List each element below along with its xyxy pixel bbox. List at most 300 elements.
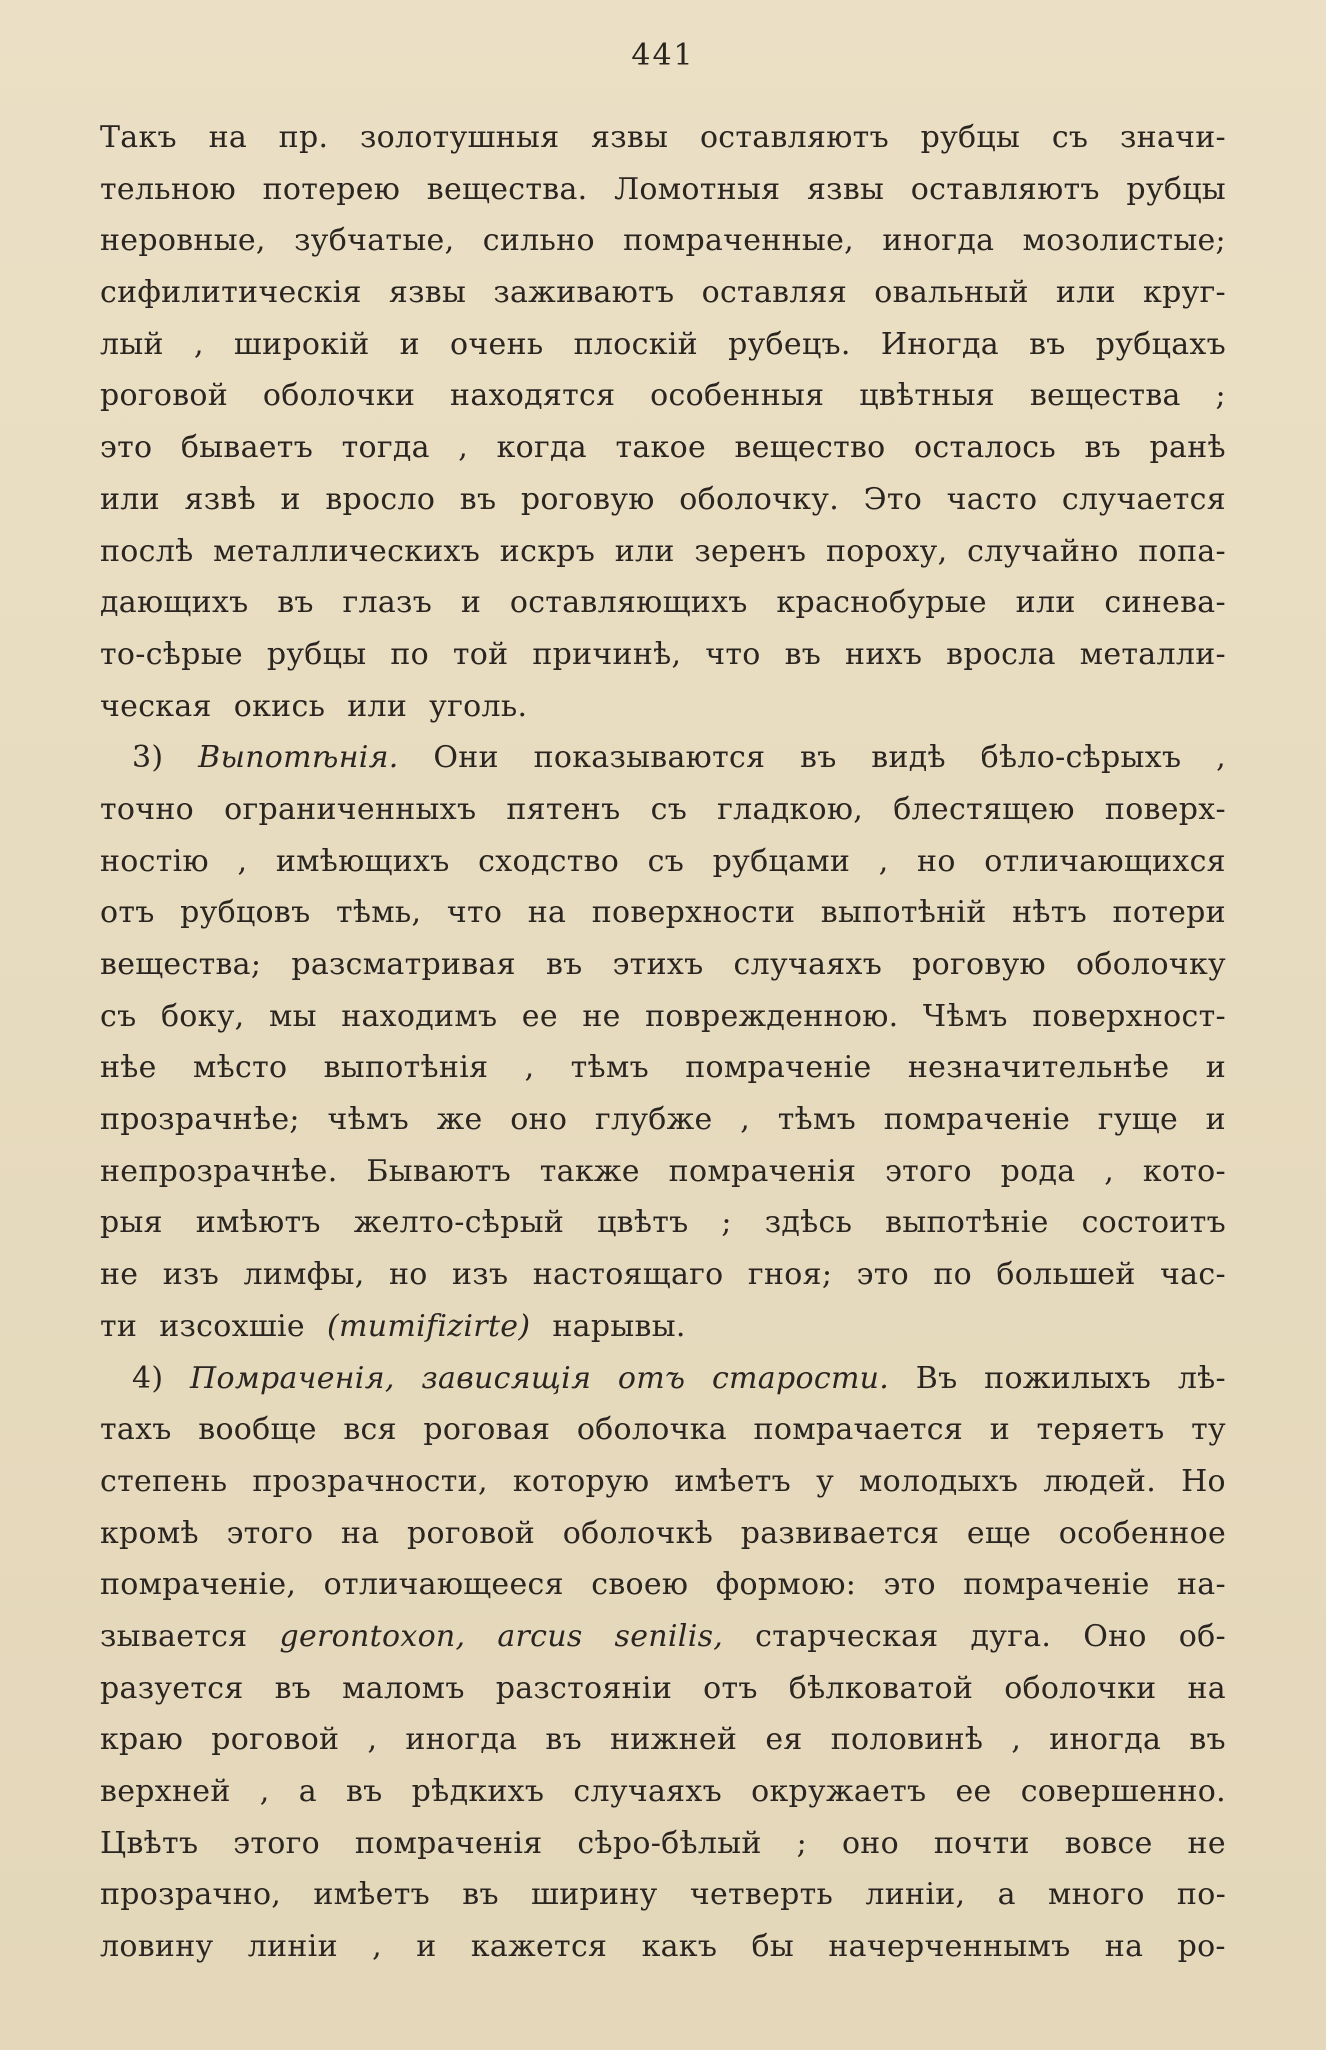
word: по bbox=[933, 1257, 973, 1293]
text-line bbox=[100, 267, 1226, 319]
word: изсохшіе bbox=[159, 1308, 305, 1344]
word: рубцы bbox=[920, 120, 1021, 155]
word: окружаетъ bbox=[751, 1774, 927, 1809]
word: язвы bbox=[388, 275, 467, 311]
word: этихъ bbox=[612, 947, 704, 982]
word: прозрачно, bbox=[100, 1877, 282, 1913]
word: же bbox=[436, 1102, 483, 1138]
word: здѣсь bbox=[764, 1205, 853, 1241]
word: роговой bbox=[407, 1515, 536, 1551]
word: вся bbox=[343, 1412, 397, 1448]
word: еще bbox=[966, 1515, 1032, 1551]
word: оболочки bbox=[1004, 1670, 1157, 1706]
word: золотушныя bbox=[359, 120, 560, 155]
word: на bbox=[1187, 1670, 1226, 1706]
word: рода bbox=[1000, 1153, 1076, 1189]
word: а bbox=[997, 1877, 1016, 1913]
word: краю bbox=[100, 1722, 184, 1758]
word: пятенъ bbox=[506, 791, 621, 827]
word: попа- bbox=[1138, 533, 1226, 569]
word: оболочку bbox=[1076, 947, 1226, 982]
text-line bbox=[100, 526, 1226, 578]
word: зеренъ bbox=[694, 533, 807, 569]
word: оболочкѣ bbox=[562, 1515, 714, 1551]
text-line bbox=[100, 1559, 1226, 1611]
word: и bbox=[989, 1412, 1010, 1448]
word: помрачается bbox=[753, 1412, 964, 1448]
word: мы bbox=[268, 998, 317, 1034]
word: въ bbox=[1084, 430, 1122, 466]
word: , bbox=[1216, 740, 1226, 776]
text-line bbox=[100, 1094, 1226, 1146]
italic-word: senilis, bbox=[614, 1618, 724, 1654]
word: то-сѣрые bbox=[100, 636, 243, 672]
word: заживаютъ bbox=[493, 275, 675, 311]
word: много bbox=[1048, 1877, 1145, 1913]
word: ловину bbox=[100, 1929, 214, 1965]
word: въ bbox=[345, 1774, 383, 1809]
word: поверх- bbox=[1104, 791, 1226, 827]
word: находимъ bbox=[341, 998, 498, 1034]
word: язвѣ bbox=[184, 481, 256, 517]
italic-word: зависящія bbox=[421, 1360, 592, 1396]
word: вросло bbox=[325, 481, 436, 517]
word: иногда bbox=[1049, 1722, 1162, 1758]
word: не bbox=[100, 1257, 139, 1293]
word: пороху, bbox=[825, 533, 948, 569]
text-line bbox=[100, 1663, 1226, 1715]
word: вообще bbox=[198, 1412, 317, 1448]
text-line bbox=[100, 1146, 1226, 1198]
word: оставляютъ bbox=[910, 171, 1100, 207]
word: это bbox=[883, 1567, 936, 1603]
word: линіи bbox=[247, 1929, 338, 1965]
word: потерею bbox=[262, 171, 401, 207]
text-line bbox=[100, 1921, 1226, 1973]
word: оболочки bbox=[262, 378, 416, 414]
word: поврежденною. bbox=[645, 998, 899, 1034]
word: оставляютъ bbox=[699, 120, 889, 155]
italic-word: отъ bbox=[617, 1360, 686, 1396]
word: язвы bbox=[806, 171, 885, 207]
word: ту bbox=[1191, 1412, 1226, 1448]
word: маломъ bbox=[342, 1670, 465, 1706]
word: отличающихся bbox=[984, 843, 1226, 879]
italic-word: (mumifizirte) bbox=[326, 1308, 531, 1344]
italic-word: Помраченія, bbox=[190, 1360, 395, 1396]
word: ческая bbox=[100, 688, 212, 724]
word: блестящею bbox=[893, 791, 1075, 827]
word: бѣло-сѣрыхъ bbox=[980, 740, 1182, 776]
word: помраченіе, bbox=[100, 1567, 297, 1603]
word: теряетъ bbox=[1036, 1412, 1165, 1448]
word: въ bbox=[1029, 326, 1066, 362]
word: , bbox=[372, 1929, 382, 1965]
word: Чѣмъ bbox=[922, 998, 1008, 1034]
word: имѣютъ bbox=[195, 1205, 321, 1241]
word: съ bbox=[647, 843, 685, 879]
word: настоящаго bbox=[532, 1257, 724, 1293]
text-line bbox=[100, 1869, 1226, 1921]
word: вещества bbox=[1029, 378, 1181, 414]
word: круг- bbox=[1143, 275, 1226, 311]
text-line bbox=[100, 681, 1226, 733]
word: какъ bbox=[641, 1929, 718, 1965]
word: помраченіе bbox=[685, 1050, 872, 1086]
word: видѣ bbox=[871, 740, 946, 776]
word: язвы bbox=[591, 120, 669, 155]
word: съ bbox=[1051, 120, 1089, 155]
word: въ bbox=[784, 636, 822, 672]
word: очень bbox=[450, 326, 544, 362]
word: въ bbox=[545, 1722, 582, 1758]
word: бѣлковатой bbox=[788, 1670, 974, 1706]
word: не bbox=[582, 998, 621, 1034]
word: роговая bbox=[423, 1412, 551, 1448]
word: ; bbox=[796, 1825, 808, 1861]
word: разстояніи bbox=[495, 1670, 673, 1706]
word: металли- bbox=[1079, 636, 1226, 672]
word: по bbox=[390, 636, 429, 672]
word: осталось bbox=[914, 430, 1056, 466]
word: кото- bbox=[1142, 1153, 1226, 1189]
text-line bbox=[100, 1611, 1226, 1663]
word: случаяхъ bbox=[573, 1774, 722, 1809]
text-line bbox=[100, 939, 1226, 991]
word: нижней bbox=[610, 1722, 738, 1758]
text-line bbox=[100, 474, 1226, 526]
word: рубцами bbox=[712, 843, 851, 879]
word: и bbox=[460, 585, 482, 621]
word: показываются bbox=[533, 740, 766, 776]
word: той bbox=[452, 636, 509, 672]
word: формою: bbox=[715, 1567, 857, 1603]
word: вещества; bbox=[100, 947, 262, 982]
word: помраченные, bbox=[623, 223, 854, 259]
word: сильно bbox=[482, 223, 595, 259]
word: нарывы. bbox=[552, 1308, 686, 1344]
word: точно bbox=[100, 791, 195, 827]
word: рубцы bbox=[1126, 171, 1226, 207]
word: нѣтъ bbox=[1012, 895, 1088, 931]
word: и bbox=[280, 481, 301, 517]
word: прозрачнѣе; bbox=[100, 1102, 300, 1138]
word: или bbox=[614, 533, 675, 569]
word: тѣмь, bbox=[335, 895, 422, 931]
word: кромѣ bbox=[100, 1515, 199, 1551]
word: , bbox=[367, 1722, 378, 1758]
word: разуется bbox=[100, 1670, 244, 1706]
word: бываетъ bbox=[180, 430, 314, 466]
word: молодыхъ bbox=[859, 1463, 1019, 1499]
word: роговую bbox=[520, 481, 655, 517]
word: на bbox=[340, 1515, 380, 1551]
word: выпотѣнія bbox=[323, 1050, 489, 1086]
word: цвѣтныя bbox=[859, 378, 996, 414]
word: ее bbox=[955, 1774, 992, 1809]
word: Иногда bbox=[880, 326, 999, 362]
word: имѣетъ bbox=[313, 1877, 431, 1913]
word: Оно bbox=[1083, 1618, 1147, 1654]
text-line bbox=[100, 1197, 1226, 1249]
text-line bbox=[100, 1301, 1226, 1353]
word: выпотѣній bbox=[820, 895, 987, 931]
word: причинѣ, bbox=[532, 636, 682, 672]
word: совершенно. bbox=[1020, 1774, 1226, 1809]
word: въ bbox=[545, 947, 583, 982]
word: вещество bbox=[734, 430, 886, 466]
word: ея bbox=[765, 1722, 803, 1758]
word: ти bbox=[100, 1308, 138, 1344]
text-line bbox=[100, 1818, 1226, 1870]
word: 3) bbox=[132, 740, 164, 776]
word: случаяхъ bbox=[733, 947, 883, 982]
word: час- bbox=[1160, 1257, 1226, 1293]
word: Они bbox=[433, 740, 499, 776]
word: Но bbox=[1181, 1463, 1226, 1499]
text-line bbox=[100, 991, 1226, 1043]
word: краснобурые bbox=[776, 585, 987, 621]
word: на bbox=[208, 120, 248, 155]
word: нихъ bbox=[845, 636, 923, 672]
word: что bbox=[446, 895, 503, 931]
word: непрозрачнѣе. bbox=[100, 1153, 338, 1189]
word: , bbox=[1011, 1722, 1022, 1758]
word: вовсе bbox=[1064, 1825, 1153, 1861]
word: помраченіе bbox=[883, 1102, 1071, 1138]
word: и bbox=[416, 1929, 437, 1965]
word: лѣ- bbox=[1177, 1360, 1226, 1396]
word: 4) bbox=[132, 1360, 164, 1396]
text-line bbox=[100, 1353, 1226, 1405]
word: и bbox=[1205, 1102, 1226, 1138]
word: оставляя bbox=[701, 275, 848, 311]
word: отъ bbox=[100, 895, 155, 931]
text-line bbox=[100, 370, 1226, 422]
word: рубцовъ bbox=[180, 895, 311, 931]
word: глазъ bbox=[342, 585, 433, 621]
word: нѣе bbox=[100, 1050, 157, 1086]
word: Цвѣтъ bbox=[100, 1825, 199, 1861]
word: этого bbox=[226, 1515, 314, 1551]
text-line bbox=[100, 1766, 1226, 1818]
word: рубцы bbox=[266, 636, 367, 672]
word: или bbox=[1015, 585, 1076, 621]
text-line bbox=[100, 577, 1226, 629]
word: не bbox=[1187, 1825, 1226, 1861]
word: начерченнымъ bbox=[828, 1929, 1071, 1965]
text-line bbox=[100, 1249, 1226, 1301]
text-line bbox=[100, 732, 1226, 784]
word: , bbox=[237, 843, 248, 879]
word: степень bbox=[100, 1463, 228, 1499]
word: особенное bbox=[1058, 1515, 1226, 1551]
word: въ bbox=[1189, 1722, 1226, 1758]
text-line bbox=[100, 629, 1226, 681]
word: ; bbox=[1215, 378, 1226, 414]
word: большей bbox=[996, 1257, 1136, 1293]
word: и bbox=[1205, 1050, 1226, 1086]
word: роговую bbox=[912, 947, 1046, 982]
text-line bbox=[100, 112, 1226, 164]
word: , bbox=[458, 430, 469, 466]
word: старческая bbox=[755, 1618, 939, 1654]
word: дуга. bbox=[970, 1618, 1052, 1654]
word: но bbox=[388, 1257, 428, 1293]
word: помраченія bbox=[668, 1153, 857, 1189]
word: этого bbox=[233, 1825, 320, 1861]
body-text bbox=[100, 112, 1226, 1973]
word: особенныя bbox=[650, 378, 825, 414]
word: глубже bbox=[594, 1102, 713, 1138]
word: по- bbox=[1176, 1877, 1226, 1913]
text-line bbox=[100, 1456, 1226, 1508]
word: пожилыхъ bbox=[984, 1360, 1152, 1396]
word: вещества. bbox=[426, 171, 588, 207]
word: которую bbox=[512, 1463, 650, 1499]
word: рыя bbox=[100, 1205, 163, 1241]
text-line bbox=[100, 1042, 1226, 1094]
word: Это bbox=[863, 481, 923, 517]
word: гладкою, bbox=[717, 791, 864, 827]
word: ностію bbox=[100, 843, 209, 879]
word: окись bbox=[233, 688, 326, 724]
word: на bbox=[527, 895, 567, 931]
word: сифилитическія bbox=[100, 275, 362, 311]
word: вросла bbox=[946, 636, 1056, 672]
word: неровные, bbox=[100, 223, 266, 259]
word: тогда bbox=[341, 430, 430, 466]
text-line bbox=[100, 164, 1226, 216]
word: въ bbox=[274, 1670, 312, 1706]
word: незначительнѣе bbox=[907, 1050, 1170, 1086]
word: зывается bbox=[100, 1618, 248, 1654]
word: ро- bbox=[1177, 1929, 1226, 1965]
word: , bbox=[1104, 1153, 1115, 1189]
text-line bbox=[100, 836, 1226, 888]
italic-word: gerontoxon, bbox=[279, 1618, 466, 1654]
word: почти bbox=[933, 1825, 1030, 1861]
word: въ bbox=[462, 1877, 499, 1913]
text-line bbox=[100, 422, 1226, 474]
word: иногда bbox=[882, 223, 995, 259]
word: бы bbox=[751, 1929, 795, 1965]
word: помраченіе bbox=[963, 1567, 1150, 1603]
word: поверхности bbox=[591, 895, 796, 931]
word: значи- bbox=[1119, 120, 1226, 155]
word: отъ bbox=[703, 1670, 758, 1706]
word: имѣющихъ bbox=[275, 843, 450, 879]
word: лимфы, bbox=[243, 1257, 365, 1293]
word: иногда bbox=[405, 1722, 518, 1758]
word: это bbox=[100, 430, 153, 466]
word: Такъ bbox=[100, 120, 177, 155]
word: гуще bbox=[1097, 1102, 1179, 1138]
word: это bbox=[856, 1257, 909, 1293]
word: съ bbox=[650, 791, 688, 827]
word: роговой bbox=[211, 1722, 340, 1758]
word: потери bbox=[1112, 895, 1226, 931]
word: синева- bbox=[1104, 585, 1226, 621]
word: и bbox=[399, 326, 420, 362]
word: такое bbox=[615, 430, 707, 466]
word: находятся bbox=[450, 378, 616, 414]
word: ее bbox=[521, 998, 558, 1034]
word: на bbox=[1104, 1929, 1144, 1965]
word: гноя; bbox=[747, 1257, 833, 1293]
word: съ bbox=[100, 998, 137, 1034]
word: или bbox=[347, 688, 408, 724]
word: ширину bbox=[531, 1877, 658, 1913]
word: оно bbox=[510, 1102, 568, 1138]
word: послѣ bbox=[100, 533, 194, 569]
word: тѣмъ bbox=[570, 1050, 649, 1086]
word: въ bbox=[277, 585, 314, 621]
word: роговой bbox=[100, 378, 229, 414]
word: случайно bbox=[967, 533, 1119, 569]
word: оно bbox=[841, 1825, 899, 1861]
word: Бываютъ bbox=[366, 1153, 511, 1189]
word: этого bbox=[885, 1153, 972, 1189]
word: оболочку. bbox=[679, 481, 840, 517]
word: рѣдкихъ bbox=[411, 1774, 545, 1809]
word: у bbox=[816, 1463, 835, 1499]
word: овальный bbox=[874, 275, 1029, 311]
word: тельною bbox=[100, 171, 237, 207]
word: желто-сѣрый bbox=[353, 1205, 565, 1241]
word: ; bbox=[721, 1205, 732, 1241]
word: или bbox=[100, 481, 160, 517]
word: ограниченныхъ bbox=[224, 791, 477, 827]
word: разсматривая bbox=[291, 947, 516, 982]
word: въ bbox=[800, 740, 837, 776]
word: линіи, bbox=[865, 1877, 966, 1913]
word: или bbox=[1055, 275, 1116, 311]
word: , bbox=[740, 1102, 751, 1138]
word: Въ bbox=[915, 1360, 958, 1396]
word: оставляющихъ bbox=[509, 585, 748, 621]
word: рубцахъ bbox=[1095, 326, 1226, 362]
word: часто bbox=[946, 481, 1038, 517]
text-line bbox=[100, 784, 1226, 836]
word: дающихъ bbox=[100, 585, 249, 621]
word: изъ bbox=[451, 1257, 509, 1293]
word: лый bbox=[100, 326, 164, 362]
word: сѣро-бѣлый bbox=[577, 1825, 762, 1861]
word: тѣмъ bbox=[777, 1102, 857, 1138]
italic-word: Выпотѣнія. bbox=[198, 740, 399, 776]
word: четверть bbox=[689, 1877, 834, 1913]
word: также bbox=[539, 1153, 640, 1189]
word: широкій bbox=[233, 326, 370, 362]
word: случается bbox=[1061, 481, 1226, 517]
word: имѣетъ bbox=[674, 1463, 792, 1499]
word: тахъ bbox=[100, 1412, 172, 1448]
word: , bbox=[193, 326, 204, 362]
word: развивается bbox=[740, 1515, 940, 1551]
page-number: 441 bbox=[631, 38, 695, 73]
italic-word: старости. bbox=[711, 1360, 890, 1396]
word: цвѣтъ bbox=[597, 1205, 689, 1241]
italic-word: arcus bbox=[497, 1618, 583, 1654]
text-line bbox=[100, 215, 1226, 267]
word: въ bbox=[459, 481, 497, 517]
word: , bbox=[259, 1774, 270, 1809]
word: поверхност- bbox=[1032, 998, 1226, 1034]
word: верхней bbox=[100, 1774, 231, 1809]
word: помраченія bbox=[354, 1825, 543, 1861]
word: боку, bbox=[160, 998, 245, 1034]
